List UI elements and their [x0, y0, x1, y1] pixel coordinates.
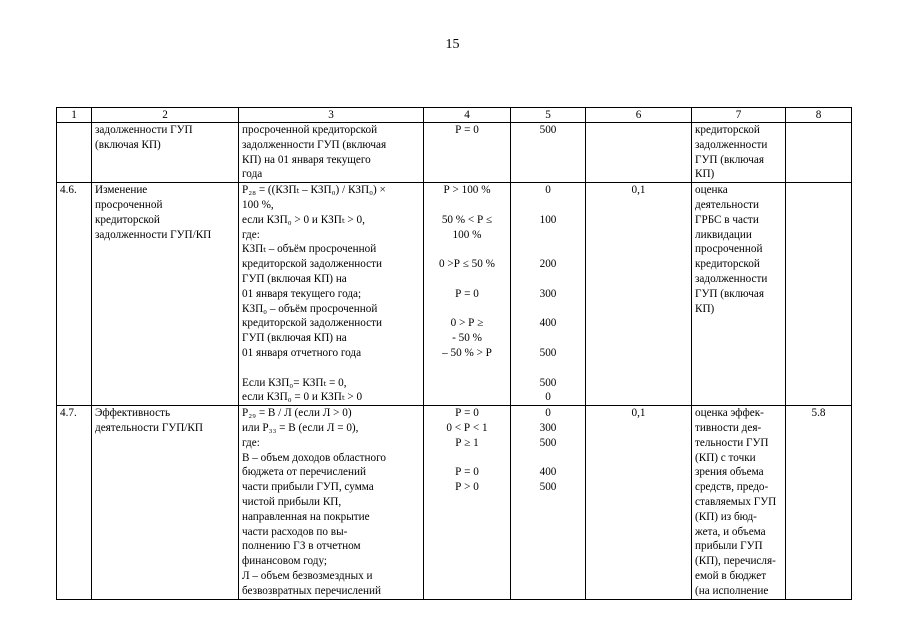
cell-line: Р > 100 %	[443, 184, 491, 197]
indicator-reference	[786, 183, 852, 406]
table-row	[57, 123, 852, 183]
cell-line: 400	[539, 317, 557, 330]
cell-line: 0	[545, 407, 551, 420]
cell-line: задолженности	[695, 138, 768, 151]
cell-line: 0 < Р < 1	[446, 421, 488, 434]
cell-line: ГУП (включая КП) на	[242, 272, 347, 285]
cell-line: полнению ГЗ в отчетном	[242, 540, 361, 553]
indicator-score	[511, 183, 586, 406]
cell-line	[427, 451, 507, 466]
cell-line: жета, и объема	[695, 525, 766, 538]
indicator-name	[92, 406, 239, 599]
column-number: 6	[586, 108, 692, 123]
cell-line	[514, 228, 582, 243]
cell-line: бюджета от перечислений	[242, 466, 366, 479]
cell-line: кредиторской задолженности	[242, 317, 383, 330]
cell-line: задолженности	[695, 272, 768, 285]
cell-line: КП) на 01 января текущего	[242, 153, 371, 166]
indicator-condition	[424, 406, 511, 599]
cell-line: 01 января текущего года;	[242, 287, 362, 300]
cell-line: Р = 0	[455, 124, 479, 136]
cell-line: кредиторской	[695, 124, 760, 136]
cell-line	[242, 361, 420, 376]
indicator-formula	[239, 406, 424, 599]
cell-line: года	[242, 168, 263, 181]
cell-line: прибыли ГУП	[695, 540, 763, 553]
cell-line	[427, 302, 507, 317]
row-number: 4.7.	[57, 406, 92, 599]
cell-line: деятельности ГУП/КП	[95, 421, 203, 434]
cell-line: КП)	[695, 168, 715, 181]
cell-line	[514, 242, 582, 257]
indicator-weight: 0,1	[586, 183, 692, 406]
indicator-description	[692, 123, 786, 183]
page-number: 15	[445, 37, 460, 52]
cell-line: 0	[545, 391, 551, 404]
cell-line: Р ≥ 1	[455, 436, 479, 449]
cell-line: 400	[539, 466, 557, 479]
cell-line: 300	[539, 287, 557, 300]
cell-line: 500	[539, 346, 557, 359]
cell-line: 0 > Р ≥	[450, 317, 484, 330]
indicator-description	[692, 183, 786, 406]
indicator-weight	[586, 123, 692, 183]
cell-line: части прибыли ГУП, сумма	[242, 481, 374, 494]
table-row	[57, 406, 852, 599]
cell-line: ГУП (включая	[695, 287, 764, 300]
cell-line: или Р₃₃ = В (если Л = 0),	[242, 421, 359, 434]
cell-line: зрения объема	[695, 466, 764, 479]
indicator-condition	[424, 123, 511, 183]
row-number: 4.6.	[57, 183, 92, 406]
column-number: 4	[424, 108, 511, 123]
cell-line: 500	[539, 376, 557, 389]
cell-line: если КЗП₀ > 0 и КЗПₜ > 0,	[242, 213, 365, 226]
cell-line: Р > 0	[455, 481, 479, 494]
indicator-condition	[424, 183, 511, 406]
cell-line	[514, 272, 582, 287]
cell-line: Р₂₈ = ((КЗПₜ – КЗП₀) / КЗП₀) ×	[242, 184, 386, 197]
cell-line: – 50 % > Р	[442, 346, 492, 359]
cell-line: задолженности ГУП (включая	[242, 138, 387, 151]
indicator-formula	[239, 183, 424, 406]
cell-line: кредиторской	[695, 258, 760, 271]
cell-line: (КП) из бюд-	[695, 510, 757, 523]
cell-line	[514, 198, 582, 213]
column-number: 5	[511, 108, 586, 123]
cell-line: где:	[242, 436, 260, 449]
cell-line: средств, предо-	[695, 481, 769, 494]
cell-line: тельности ГУП	[695, 436, 769, 449]
cell-line: безвозвратных перечислений	[242, 584, 381, 597]
cell-line: 500	[539, 481, 557, 494]
column-number: 2	[92, 108, 239, 123]
cell-line: 500	[539, 436, 557, 449]
cell-line: емой в бюджет	[695, 569, 767, 582]
indicator-reference: 5.8	[786, 406, 852, 599]
cell-line: КЗПₜ – объём просроченной	[242, 243, 377, 256]
cell-line: Если КЗП₀= КЗПₜ = 0,	[242, 376, 347, 389]
cell-line: деятельности	[695, 198, 760, 211]
cell-line: 50 % < Р ≤	[441, 213, 493, 226]
cell-line: ГУП (включая КП) на	[242, 332, 347, 345]
cell-line: ГРБС в части	[695, 213, 759, 226]
column-number-row	[57, 108, 852, 123]
indicator-description	[692, 406, 786, 599]
column-number: 7	[692, 108, 786, 123]
cell-line	[427, 272, 507, 287]
cell-line: (КП) с точки	[695, 451, 756, 464]
cell-line: (на исполнение	[695, 584, 769, 597]
indicator-name	[92, 183, 239, 406]
cell-line: кредиторской задолженности	[242, 258, 383, 271]
indicator-score	[511, 123, 586, 183]
cell-line	[514, 331, 582, 346]
cell-line: 100	[539, 213, 557, 226]
column-number: 1	[57, 108, 92, 123]
cell-line: оценка	[695, 184, 728, 197]
cell-line: 0	[545, 184, 551, 197]
cell-line: Р₂₉ = В / Л (если Л > 0)	[242, 407, 352, 420]
cell-line: (включая КП)	[95, 138, 161, 151]
cell-line: задолженности ГУП	[95, 124, 193, 136]
cell-line: - 50 %	[452, 332, 482, 345]
cell-line: где:	[242, 228, 260, 241]
cell-line: Эффективность	[95, 407, 171, 420]
indicator-table	[56, 107, 852, 600]
cell-line: ставляемых ГУП	[695, 495, 777, 508]
indicator-score	[511, 406, 586, 599]
indicator-formula	[239, 123, 424, 183]
cell-line: В – объем доходов областного	[242, 451, 386, 464]
cell-line: Изменение	[95, 184, 148, 197]
cell-line	[514, 451, 582, 466]
cell-line: 0 >Р ≤ 50 %	[439, 258, 495, 271]
cell-line: 01 января отчетного года	[242, 346, 362, 359]
cell-line	[514, 302, 582, 317]
column-number: 3	[239, 108, 424, 123]
cell-line: тивности дея-	[695, 421, 762, 434]
cell-line: ликвидации	[695, 228, 752, 241]
column-number: 8	[786, 108, 852, 123]
cell-line: просроченной	[695, 243, 763, 256]
cell-line: 100 %,	[242, 198, 274, 211]
cell-line: 300	[539, 421, 557, 434]
cell-line: просроченной	[95, 198, 163, 211]
table-row	[57, 183, 852, 406]
indicator-reference	[786, 123, 852, 183]
cell-line: финансовом году;	[242, 555, 328, 568]
indicator-weight: 0,1	[586, 406, 692, 599]
cell-line: задолженности ГУП/КП	[95, 228, 212, 241]
cell-line: КП)	[695, 302, 715, 315]
cell-line: КЗП₀ – объём просроченной	[242, 302, 378, 315]
cell-line: если КЗП₀ = 0 и КЗПₜ > 0	[242, 391, 363, 404]
row-number	[57, 123, 92, 183]
cell-line: Р = 0	[455, 407, 479, 420]
cell-line: кредиторской	[95, 213, 160, 226]
cell-line: (КП), перечисля-	[695, 555, 776, 568]
cell-line: направленная на покрытие	[242, 510, 370, 523]
cell-line: 100 %	[452, 228, 482, 241]
cell-line: Л – объем безвозмездных и	[242, 569, 373, 582]
cell-line	[427, 198, 507, 213]
cell-line	[427, 242, 507, 257]
cell-line: части расходов по вы-	[242, 525, 348, 538]
cell-line	[514, 361, 582, 376]
cell-line: 500	[539, 124, 557, 136]
cell-line: Р = 0	[455, 287, 479, 300]
cell-line: Р = 0	[455, 466, 479, 479]
indicator-name	[92, 123, 239, 183]
cell-line: просроченной кредиторской	[242, 124, 378, 136]
cell-line: ГУП (включая	[695, 153, 764, 166]
cell-line: 200	[539, 258, 557, 271]
cell-line: оценка эффек-	[695, 407, 764, 420]
cell-line: чистой прибыли КП,	[242, 495, 342, 508]
